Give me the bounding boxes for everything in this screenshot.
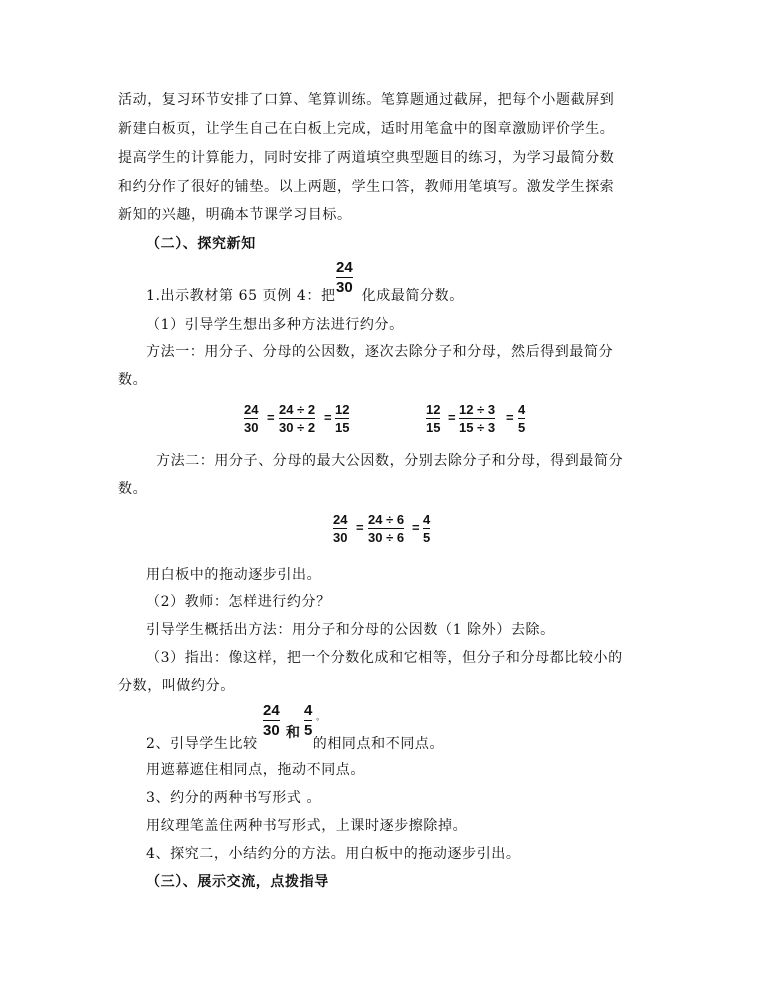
fraction-bar [459,418,495,419]
method-line: 数。 [118,481,148,497]
section-heading: （三）、展示交流，点拨指导 [146,874,329,890]
equals-sign: = [448,410,456,425]
equals-sign: = [267,410,275,425]
step-text: （3）指出：像这样，把一个分数化成和它相等，但分子和分母都比较小的 [146,650,623,666]
fraction-bar [423,528,430,529]
fraction-denominator: 30 [336,279,353,297]
fraction-denominator: 15 [335,420,350,436]
small-dot-mark: ◦ [316,714,320,724]
fraction-denominator: 30 ÷ 6 [368,530,405,546]
list-item: 4、探究二，小结约分的方法。用白板中的拖动逐步引出。 [146,846,521,862]
paragraph-line: 新建白板页，让学生自己在白板上完成，适时用笔盒中的图章激励评价学生。 [118,121,615,137]
fraction-bar [333,528,347,529]
equation-fraction [518,402,525,435]
fraction-numerator: 24 ÷ 2 [279,402,316,417]
compare-fraction-4-5 [304,702,312,739]
fraction-denominator: 15 ÷ 3 [459,420,496,436]
equation-fraction [244,402,258,435]
note-text: 用遮幕遮住相同点，拖动不同点。 [146,762,365,778]
fraction-numerator: 4 [518,402,526,417]
example-intro-prefix: 1.出示教材第 65 页例 4：把 [146,288,336,304]
example-intro-suffix: 化成最简分数。 [361,288,464,304]
fraction-numerator: 4 [423,512,431,527]
fraction-numerator: 12 [335,402,350,417]
equation-fraction [333,512,347,545]
fraction-bar [368,528,404,529]
step-text: 分数，叫做约分。 [118,678,235,694]
equals-sign: = [356,520,364,535]
equals-sign: = [324,410,332,425]
method-line: 方法二：用分子、分母的最大公因数，分别去除分子和分母，得到最简分 [156,453,624,469]
summary-text: 引导学生概括出方法：用分子和分母的公因数（1 除外）去除。 [146,622,555,638]
step-text: （1）引导学生想出多种方法进行约分。 [146,317,404,333]
fraction-numerator: 24 [333,512,348,527]
example-intro [146,286,464,306]
paragraph-line: 活动，复习环节安排了口算、笔算训练。笔算题通过截屏，把每个小题截屏到 [118,92,615,108]
equation-fraction [459,402,495,435]
paragraph-line: 提高学生的计算能力，同时安排了两道填空典型题目的练习，为学习最简分数 [118,150,615,166]
fraction-numerator: 24 [336,259,353,276]
list-item: 3、约分的两种书写形式 。 [146,790,322,806]
fraction-bar [304,720,312,721]
fraction-bar [336,277,353,278]
note-text: 用白板中的拖动逐步引出。 [146,567,322,583]
fraction-numerator: 12 ÷ 3 [459,402,496,417]
fraction-denominator: 15 [426,420,441,436]
equation-fraction [335,402,349,435]
paragraph-line: 和约分作了很好的铺垫。以上两题，学生口答，教师用笔填写。激发学生探索 [118,179,615,195]
fraction-numerator: 4 [304,702,313,719]
section-heading: （二）、探究新知 [146,236,256,252]
compare-fraction-24-30 [263,702,280,739]
fraction-numerator: 24 [263,702,280,719]
equation-fraction [426,402,440,435]
fraction-bar [335,418,349,419]
fraction-denominator: 5 [304,722,313,740]
method-line: 方法一：用分子、分母的公因数，逐次去除分子和分母，然后得到最简分 [146,344,614,360]
equation-fraction [279,402,315,435]
step-text: （2）教师：怎样进行约分？ [146,594,331,610]
compare-suffix: 的相同点和不同点。 [312,736,445,752]
note-text: 用纹理笔盖住两种书写形式，上课时逐步擦除掉。 [146,818,468,834]
method-line: 数。 [118,372,148,388]
fraction-denominator: 5 [423,530,431,546]
fraction-numerator: 12 [426,402,441,417]
equals-sign: = [506,410,514,425]
fraction-bar [263,720,280,721]
fraction-24-30 [336,259,353,296]
fraction-numerator: 24 ÷ 6 [368,512,405,527]
fraction-bar [426,418,440,419]
fraction-denominator: 30 [244,420,259,436]
fraction-bar [279,418,315,419]
fraction-denominator: 30 [333,530,348,546]
fraction-bar [518,418,525,419]
fraction-bar [244,418,258,419]
equation-fraction [423,512,430,545]
compare-prefix: 2、引导学生比较 [146,736,258,752]
paragraph-line: 新知的兴趣，明确本节课学习目标。 [118,207,352,223]
fraction-denominator: 30 [263,722,280,740]
equation-fraction [368,512,404,545]
and-word: 和 [286,724,300,740]
equals-sign: = [412,520,420,535]
fraction-numerator: 24 [244,402,259,417]
fraction-denominator: 5 [518,420,526,436]
fraction-denominator: 30 ÷ 2 [279,420,316,436]
